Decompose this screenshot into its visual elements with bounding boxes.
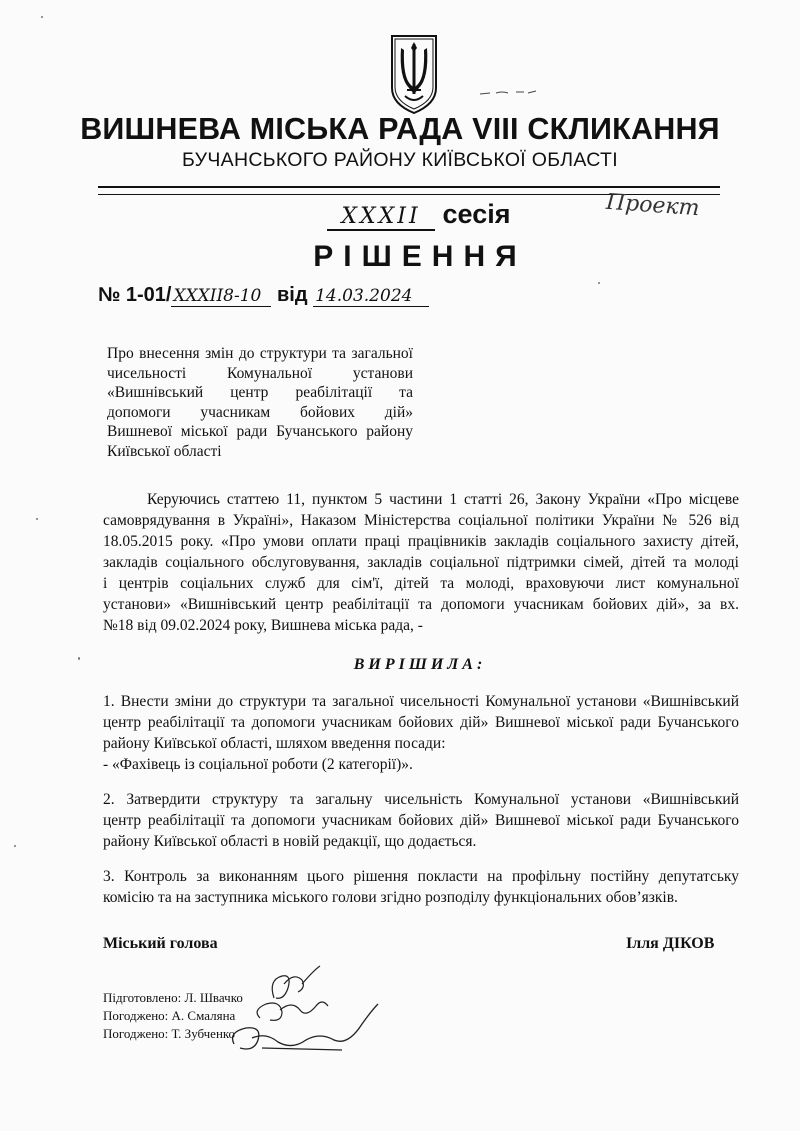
decision-date-prefix: від [277,284,308,306]
item-line: центр реабілітації та допомоги учасникам бойових дій» Вишневої міської ради Бучанського [103,812,739,829]
trident-coat-of-arms-icon [387,30,441,116]
item-line: району Київської області в новій редакції, що додається. [103,833,477,850]
scan-speck [598,282,600,284]
scan-speck [36,518,38,520]
decision-heading: РІШЕННЯ [313,240,527,273]
preamble-line: закладів соціального обслуговування, закладів соціальної підтримки сімей, дітей та молоді [103,554,739,571]
council-title: ВИШНЕВА МІСЬКА РАДА VIII СКЛИКАННЯ [80,112,720,146]
preamble-line: і центрів соціальних служб для сім'ї, дітей та молоді, враховуючи лист комунальної [103,575,739,592]
resolved-heading: ВИРІШИЛА: [353,656,487,673]
decision-date-handwritten: 14.03.2024 [313,286,429,307]
item-line: 2. Затвердити структуру та загальну чисельність Комунальної установи «Вишнівський [103,791,739,808]
session-label: сесія [442,199,511,229]
item-line: району Київської області, шляхом введення посади: [103,735,446,752]
subject-line: «Вишнівський центр реабілітації та [107,384,413,401]
subject-line: Київської області [107,442,222,460]
item-line: - «Фахівець із соціальної роботи (2 категорії)». [103,756,413,773]
scan-speck [41,16,43,18]
preamble-line: Керуючись статтею 11, пунктом 5 частини 1 статті 26, Закону України «Про місцеве [147,491,739,508]
subject-line: Про внесення змін до структури та загальної [107,345,413,362]
decision-number-prefix: № 1-01/ [98,284,172,306]
handwritten-signatures [222,962,382,1064]
subject-line: Вишневої міської ради Бучанського району [107,423,413,440]
item-line: 1. Внести зміни до структури та загальної чисельності Комунальної установи «Вишнівський [103,693,739,710]
item-line: комісію та на заступника міського голови згідно розподілу функціональних обов’язків. [103,889,678,906]
prepared-by-line: Підготовлено: Л. Швачко [103,990,243,1005]
preamble-line: 18.05.2015 року. «Про умови оплати праці працівників закладів соціального захисту дітей, [103,533,739,550]
session-number-handwritten: XXXII [327,204,435,231]
scan-speck [14,845,16,847]
handwritten-scribble-mark [478,86,538,98]
preamble-line: установи» «Вишнівський центр реабілітації та допомоги учасникам бойових дій», за вх. [103,596,739,613]
preamble-line: №18 від 09.02.2024 року, Вишнева міська рада, - [103,617,423,634]
resolution-item-3 [103,866,739,908]
subject-line: допомоги учасникам бойових дій» [107,403,413,421]
council-subtitle: БУЧАНСЬКОГО РАЙОНУ КИЇВСЬКОЇ ОБЛАСТІ [182,149,618,171]
resolution-item-2 [103,789,739,852]
decision-number-line [98,284,429,307]
session-line [327,199,510,231]
subject-line: чисельності Комунальної установи [107,364,413,382]
item-line: 3. Контроль за виконанням цього рішення покласти на профільну постійну депутатську [103,868,739,885]
preamble-paragraph [103,489,739,636]
decision-number-handwritten: XXXII8-10 [171,286,271,307]
approved-by-line: Погоджено: Т. Зубченко [103,1026,236,1041]
preamble-line: самоврядування в Україні», Наказом Міністерства соціальної політики України № 526 від [103,512,739,529]
scan-speck [78,657,80,660]
draft-handwritten-mark: Проект [605,189,701,222]
resolution-item-1 [103,691,739,775]
mayor-name: Ілля ДІКОВ [626,935,715,952]
item-line: центр реабілітації та допомоги учасникам бойових дій» Вишневої міської ради Бучанського [103,714,739,731]
approved-by-line: Погоджено: А. Смаляна [103,1008,236,1023]
mayor-label: Міський голова [103,935,218,952]
decision-subject [107,344,413,461]
